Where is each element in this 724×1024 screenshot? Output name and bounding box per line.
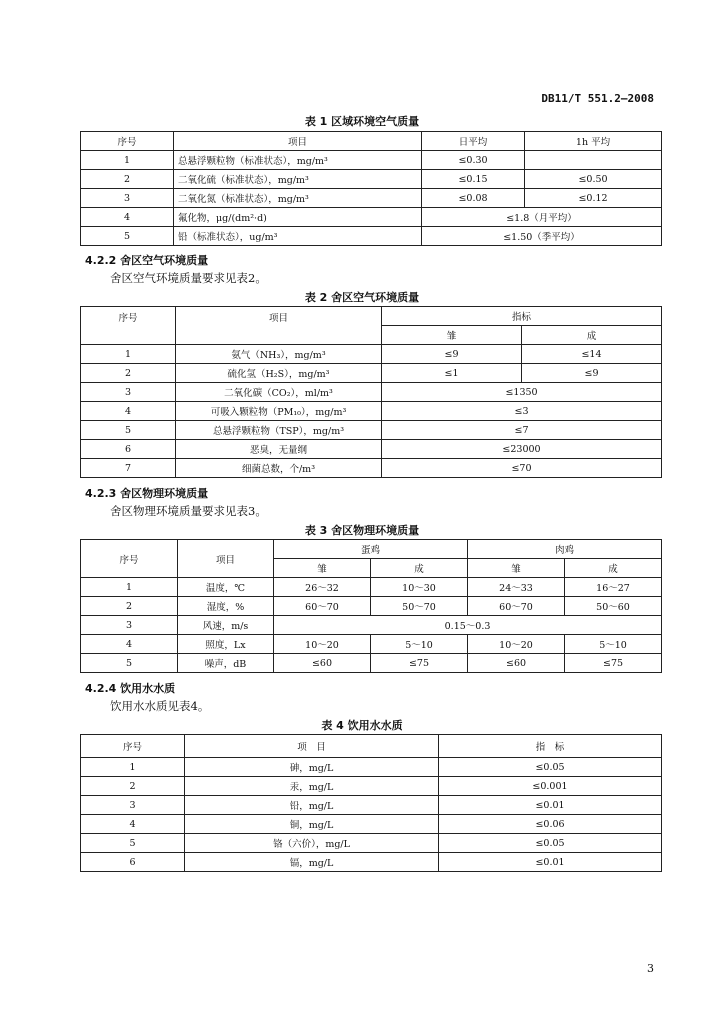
table-cell: 硫化氢（H₂S），mg/m³ [176, 364, 382, 383]
header-cell: 项目 [178, 540, 274, 578]
header-cell: 日平均 [422, 132, 525, 151]
table-cell: ≤60 [274, 654, 371, 673]
standard-number: DB11/T 551.2—2008 [541, 92, 654, 105]
header-cell: 序号 [81, 132, 174, 151]
table-cell: ≤1.50（季平均） [422, 227, 662, 246]
table-cell: 24～33 [468, 578, 565, 597]
table-cell: ≤70 [382, 459, 662, 478]
header-cell: 指 标 [439, 735, 662, 758]
table-cell: ≤7 [382, 421, 662, 440]
table-cell: 1 [81, 578, 178, 597]
header-cell: 项 目 [185, 735, 439, 758]
header-cell: 1h 平均 [525, 132, 662, 151]
table-cell: 二氧化氮（标准状态），mg/m³ [174, 189, 422, 208]
table-cell: ≤1350 [382, 383, 662, 402]
table-cell: 5 [81, 654, 178, 673]
table-cell: ≤0.01 [439, 796, 662, 815]
table-cell: 4 [81, 815, 185, 834]
table-cell: 风速，m/s [178, 616, 274, 635]
table-cell: 1 [81, 758, 185, 777]
table-cell: ≤14 [522, 345, 662, 364]
header-cell: 成 [565, 559, 662, 578]
table-cell: ≤0.001 [439, 777, 662, 796]
table-cell: 5 [81, 227, 174, 246]
paragraph: 饮用水水质见表4。 [110, 699, 210, 713]
table-cell: 3 [81, 189, 174, 208]
header-cell: 序号 [81, 307, 176, 345]
table-cell: ≤0.15 [422, 170, 525, 189]
table-cell: ≤0.01 [439, 853, 662, 872]
table3-caption: 表 3 舍区物理环境质量 [304, 524, 420, 537]
table-cell: 2 [81, 364, 176, 383]
table-cell: 砷，mg/L [185, 758, 439, 777]
table-cell: 细菌总数，个/m³ [176, 459, 382, 478]
table-cell: 6 [81, 853, 185, 872]
table-cell: 10～20 [468, 635, 565, 654]
table-cell: 二氧化碳（CO₂），ml/m³ [176, 383, 382, 402]
table-cell: 铬（六价），mg/L [185, 834, 439, 853]
table4-caption: 表 4 饮用水水质 [321, 719, 403, 732]
table-cell: 汞，mg/L [185, 777, 439, 796]
table-cell: 二氧化硫（标准状态），mg/m³ [174, 170, 422, 189]
table-cell: 5～10 [565, 635, 662, 654]
header-cell: 序号 [81, 540, 178, 578]
table-cell: 7 [81, 459, 176, 478]
table-cell: 总悬浮颗粒物（TSP），mg/m³ [176, 421, 382, 440]
table-cell: 2 [81, 777, 185, 796]
table-cell: 6 [81, 440, 176, 459]
table-cell: 温度，℃ [178, 578, 274, 597]
table-cell: 5～10 [371, 635, 468, 654]
table-cell: 铅（标准状态），ug/m³ [174, 227, 422, 246]
table-cell: 5 [81, 834, 185, 853]
table-cell: 噪声，dB [178, 654, 274, 673]
table-cell: 60～70 [468, 597, 565, 616]
table-cell: 铜，mg/L [185, 815, 439, 834]
header-cell: 蛋鸡 [274, 540, 468, 559]
table-cell: 氨气（NH₃），mg/m³ [176, 345, 382, 364]
paragraph: 舍区物理环境质量要求见表3。 [110, 504, 267, 518]
table2-caption: 表 2 舍区空气环境质量 [304, 291, 420, 304]
table-cell: ≤3 [382, 402, 662, 421]
table-cell: 0.15～0.3 [274, 616, 662, 635]
table-cell: 10～20 [274, 635, 371, 654]
header-cell: 项目 [176, 307, 382, 345]
table-cell: 1 [81, 345, 176, 364]
header-cell: 项目 [174, 132, 422, 151]
table-cell: ≤0.12 [525, 189, 662, 208]
table-cell: ≤1 [382, 364, 522, 383]
table-cell: ≤0.08 [422, 189, 525, 208]
table-cell: ≤0.05 [439, 758, 662, 777]
table-cell: 可吸入颗粒物（PM₁₀），mg/m³ [176, 402, 382, 421]
section-heading: 4.2.4 饮用水水质 [85, 682, 176, 695]
table-cell: 4 [81, 402, 176, 421]
table-cell: 1 [81, 151, 174, 170]
header-cell: 成 [522, 326, 662, 345]
header-cell: 指标 [382, 307, 662, 326]
header-cell: 成 [371, 559, 468, 578]
table-cell: 3 [81, 616, 178, 635]
table2 [80, 306, 662, 478]
section-heading: 4.2.3 舍区物理环境质量 [85, 487, 209, 500]
table-cell: 4 [81, 635, 178, 654]
table-cell: ≤9 [382, 345, 522, 364]
table-cell: 60～70 [274, 597, 371, 616]
table-cell: ≤9 [522, 364, 662, 383]
table4 [80, 734, 662, 872]
table-cell: ≤75 [565, 654, 662, 673]
table-cell: 镉，mg/L [185, 853, 439, 872]
table1-caption: 表 1 区域环境空气质量 [304, 115, 420, 128]
table-cell: ≤75 [371, 654, 468, 673]
table3 [80, 539, 662, 673]
table-cell: ≤1.8（月平均） [422, 208, 662, 227]
table-cell: 2 [81, 597, 178, 616]
table-cell: 照度，Lx [178, 635, 274, 654]
header-cell: 雏 [382, 326, 522, 345]
header-cell: 肉鸡 [468, 540, 662, 559]
table-cell: 2 [81, 170, 174, 189]
table-cell: 铅，mg/L [185, 796, 439, 815]
table-cell: ≤0.06 [439, 815, 662, 834]
table-cell: 氟化物，μg/(dm²·d) [174, 208, 422, 227]
table-cell: ≤0.05 [439, 834, 662, 853]
paragraph: 舍区空气环境质量要求见表2。 [110, 271, 267, 285]
section-heading: 4.2.2 舍区空气环境质量 [85, 254, 209, 267]
table-cell: 26～32 [274, 578, 371, 597]
table-cell: 50～70 [371, 597, 468, 616]
table-cell: 4 [81, 208, 174, 227]
table-cell: 3 [81, 383, 176, 402]
table-cell: 50～60 [565, 597, 662, 616]
table-cell: ≤0.50 [525, 170, 662, 189]
header-cell: 雏 [274, 559, 371, 578]
table-cell: 3 [81, 796, 185, 815]
header-cell: 雏 [468, 559, 565, 578]
table-cell: 16～27 [565, 578, 662, 597]
page-number: 3 [647, 962, 654, 975]
table1 [80, 131, 662, 246]
table-cell: 总悬浮颗粒物（标准状态），mg/m³ [174, 151, 422, 170]
table-cell: 恶臭，无量纲 [176, 440, 382, 459]
table-cell: ≤0.30 [422, 151, 525, 170]
table-cell [525, 151, 662, 170]
table-cell: 5 [81, 421, 176, 440]
table-cell: 湿度，% [178, 597, 274, 616]
table-cell: ≤23000 [382, 440, 662, 459]
header-cell: 序号 [81, 735, 185, 758]
table-cell: ≤60 [468, 654, 565, 673]
table-cell: 10～30 [371, 578, 468, 597]
